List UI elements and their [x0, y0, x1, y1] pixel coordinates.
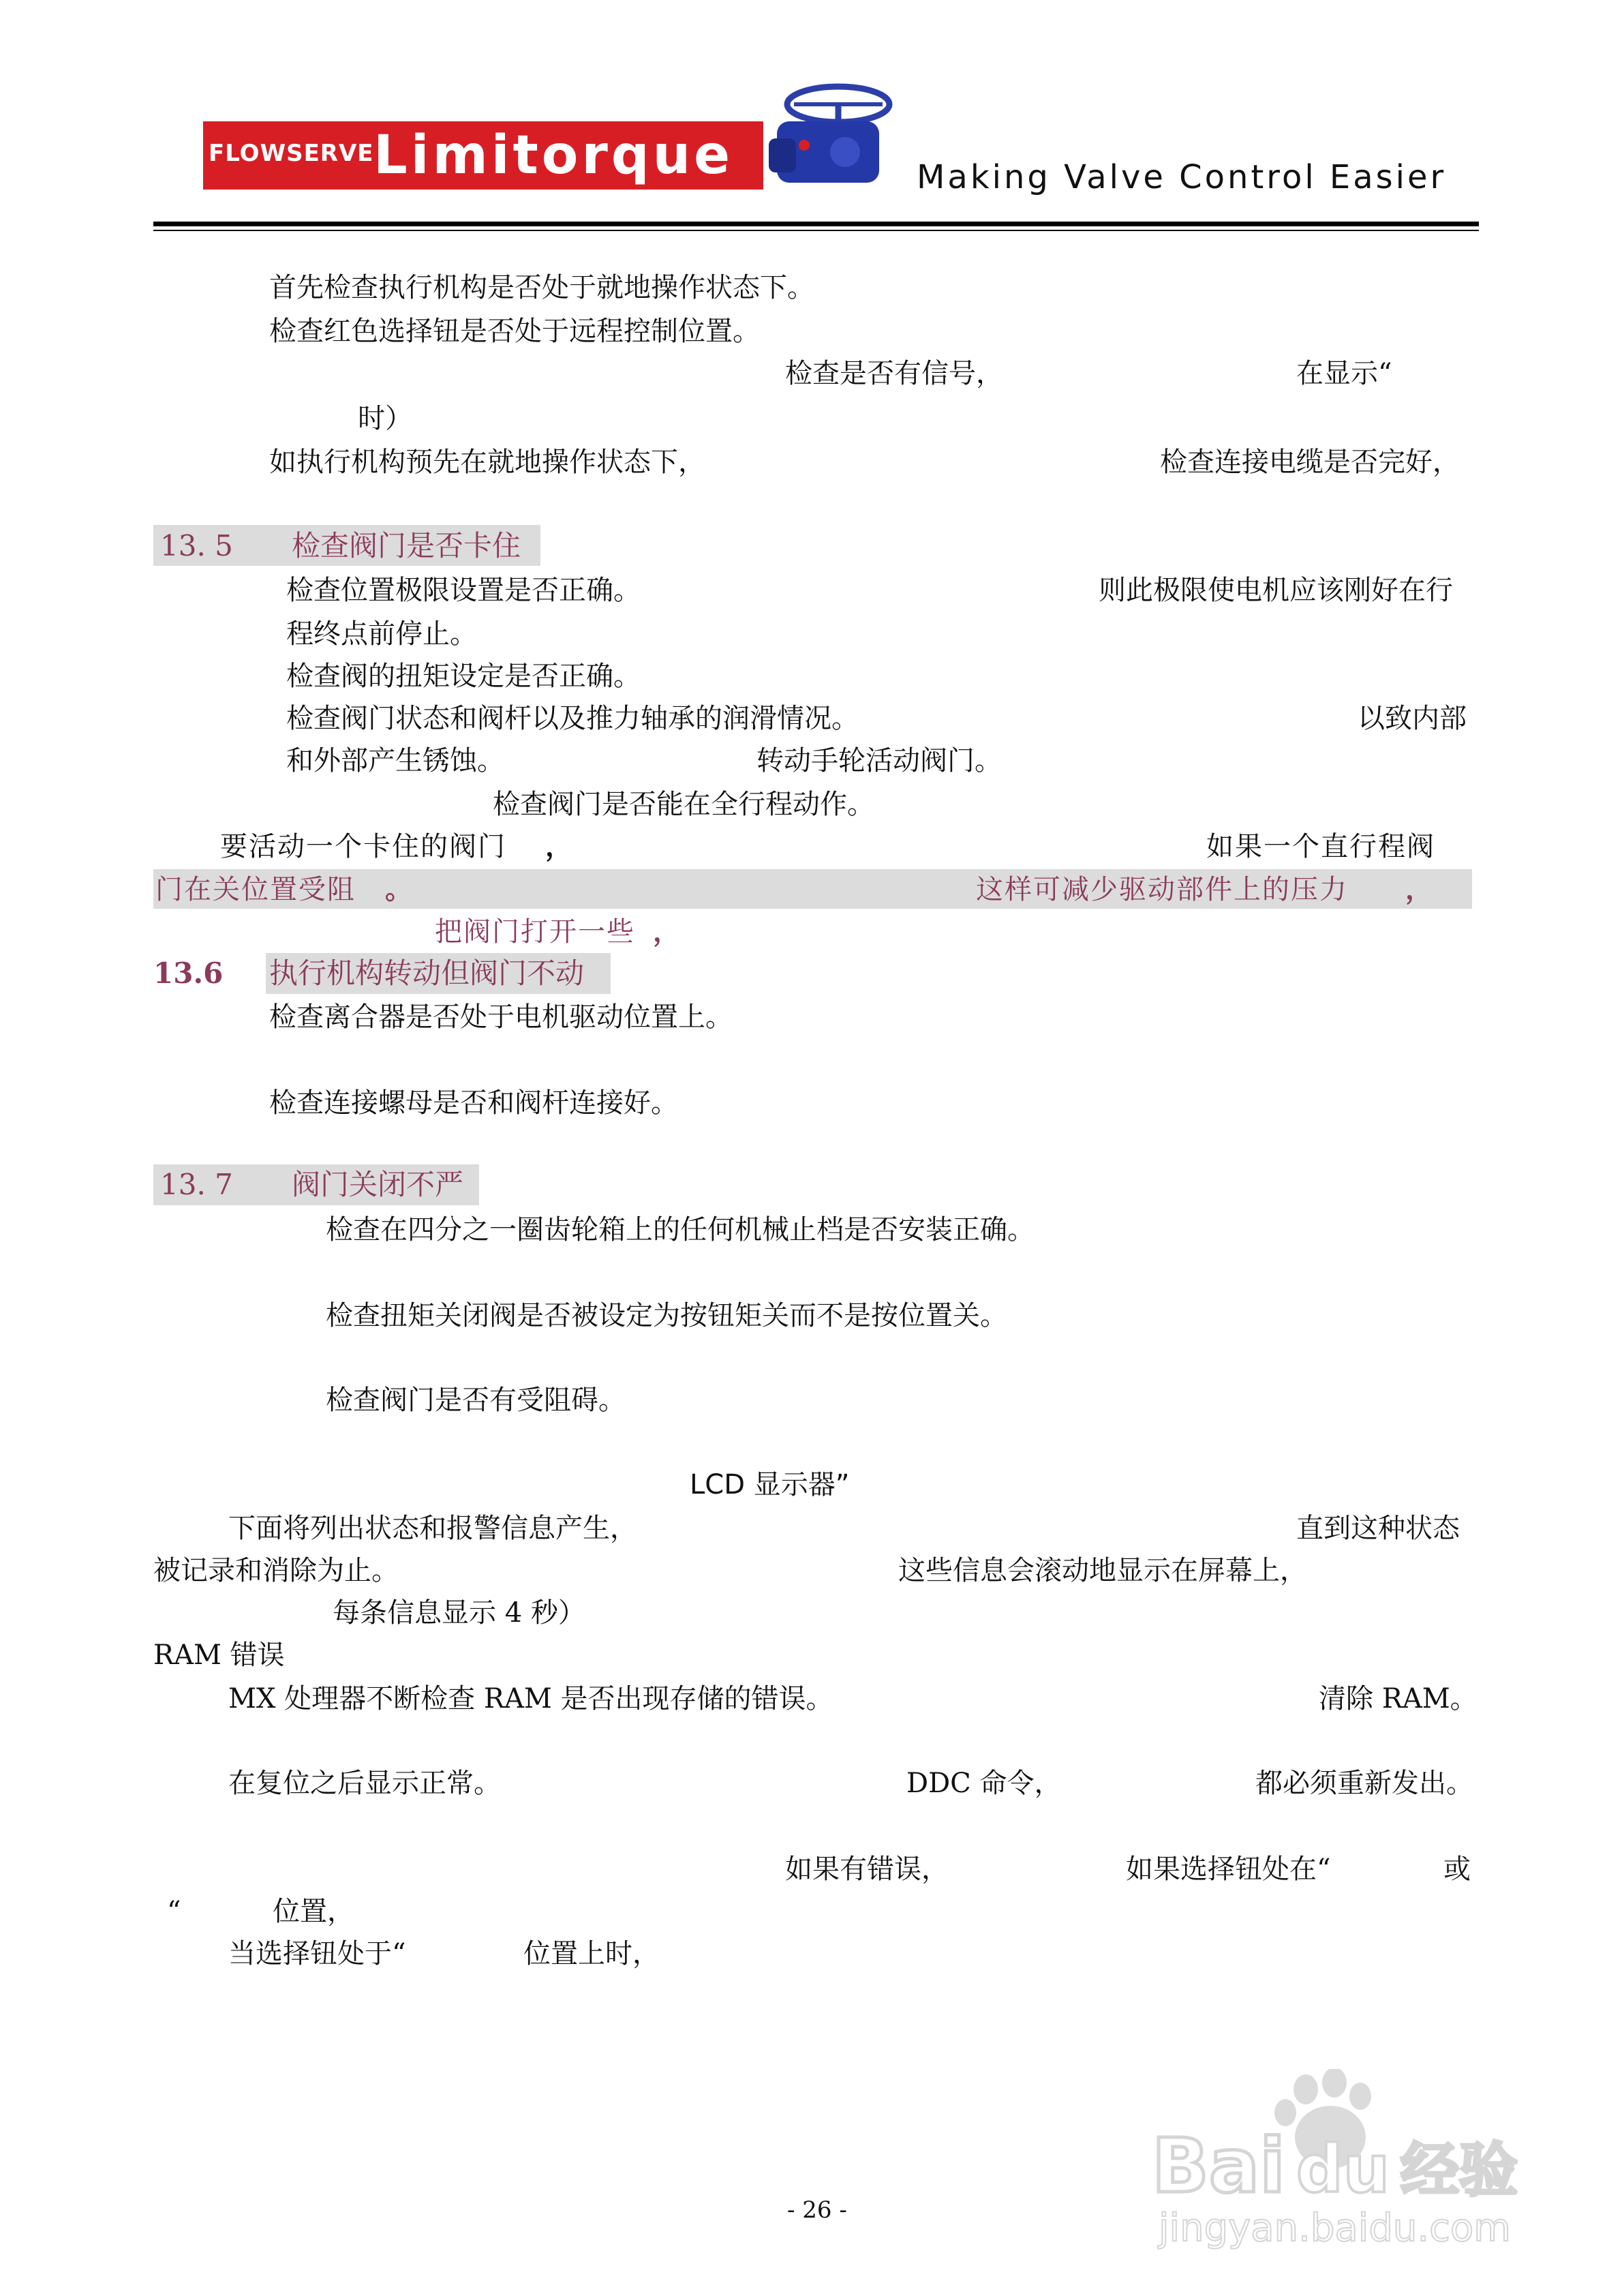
text-line: 下面将列出状态和报警信息产生，	[228, 1513, 637, 1544]
text-line: ，	[653, 916, 680, 948]
text-line: 如果选择钮处在“	[1126, 1854, 1331, 1885]
text-line: 这些信息会滚动地显示在屏幕上，	[898, 1555, 1307, 1586]
text-line: 检查位置极限设置是否正确。	[286, 575, 641, 606]
lcd-heading: LCD 显示器”	[690, 1469, 850, 1500]
text-line: ，	[545, 831, 572, 862]
text-line: 要活动一个卡住的阀门	[220, 831, 506, 862]
text-line: 都必须重新发出。	[1255, 1768, 1473, 1799]
text-line: 检查离合器是否处于电机驱动位置上。	[269, 1001, 733, 1033]
watermark-url: jingyan.baidu.com	[1159, 2206, 1511, 2250]
text-line: 检查阀门状态和阀杆以及推力轴承的润滑情况。	[286, 703, 859, 734]
watermark-jingyan: 经验	[1401, 2136, 1518, 2205]
text-line: 。	[385, 874, 412, 905]
text-line: 和外部产生锈蚀。	[286, 745, 504, 776]
text-line: 每条信息显示 4 秒）	[333, 1597, 585, 1629]
text-line: 如执行机构预先在就地操作状态下，	[269, 447, 705, 478]
section-number: 13.6	[153, 956, 224, 990]
text-line: 检查连接螺母是否和阀杆连接好。	[269, 1087, 678, 1119]
text-line: ，	[1405, 874, 1433, 905]
text-line: 把阀门打开一些	[435, 916, 635, 948]
text-line: 位置上时，	[523, 1938, 660, 1969]
text-line: 检查阀门是否能在全行程动作。	[493, 789, 874, 820]
text-line: 检查连接电缆是否完好，	[1160, 447, 1460, 478]
text-line: 检查红色选择钮是否处于远程控制位置。	[269, 316, 760, 347]
section-number: 13. 7	[160, 1168, 233, 1201]
section-number: 13. 5	[160, 529, 233, 562]
text-line: 时）	[358, 403, 412, 434]
text-line: 清除 RAM。	[1319, 1683, 1478, 1715]
text-line: 检查阀门是否有受阻碍。	[326, 1385, 626, 1416]
text-line: 如果有错误，	[785, 1854, 949, 1885]
brand-large-text: Limitorque	[373, 125, 734, 186]
text-line: 如果一个直行程阀	[1206, 831, 1435, 862]
tagline: Making Valve Control Easier	[917, 158, 1447, 196]
brand-small-text: FLOWSERVE	[209, 140, 374, 167]
text-line: 在显示“	[1296, 358, 1392, 389]
text-line: 或	[1443, 1854, 1471, 1885]
section-title: 检查阀门是否卡住	[292, 529, 521, 562]
actuator-illustration	[763, 74, 893, 190]
watermark-brand: Bai	[1152, 2122, 1285, 2209]
text-line: 程终点前停止。	[286, 618, 477, 650]
text-line: 这样可减少驱动部件上的压力	[976, 874, 1348, 905]
subsection-title: RAM 错误	[153, 1640, 285, 1671]
text-line: 以致内部	[1358, 703, 1467, 734]
text-line: 被记录和消除为止。	[153, 1555, 399, 1586]
text-line: 位置，	[273, 1896, 354, 1927]
text-line: 直到这种状态	[1296, 1513, 1460, 1544]
text-line: 检查阀的扭矩设定是否正确。	[286, 661, 641, 692]
text-line: 在复位之后显示正常。	[228, 1768, 501, 1799]
text-line: “	[167, 1896, 181, 1927]
text-line: DDC 命令，	[906, 1768, 1062, 1799]
header-rule-thin	[153, 230, 1479, 231]
text-line: 则此极限使电机应该刚好在行	[1099, 575, 1453, 606]
section-title: 阀门关闭不严	[292, 1168, 464, 1201]
header-rule	[153, 222, 1479, 226]
watermark-brand-2: du	[1296, 2131, 1390, 2207]
text-line: MX 处理器不断检查 RAM 是否出现存储的错误。	[228, 1683, 833, 1715]
watermark	[1152, 2069, 1533, 2253]
page-number: - 26 -	[787, 2196, 847, 2224]
text-line: 检查是否有信号，	[785, 358, 1003, 389]
text-line: 首先检查执行机构是否处于就地操作状态下。	[269, 272, 814, 303]
text-line: 门在关位置受阻	[155, 874, 356, 905]
text-line: 检查在四分之一圈齿轮箱上的任何机械止档是否安装正确。	[326, 1214, 1035, 1245]
text-line: 转动手轮活动阀门。	[756, 745, 1002, 776]
text-line: 检查扭矩关闭阀是否被设定为按钮矩关而不是按位置关。	[326, 1300, 1007, 1331]
text-line: 当选择钮处于“	[228, 1938, 406, 1969]
section-title: 执行机构转动但阀门不动	[269, 956, 585, 990]
